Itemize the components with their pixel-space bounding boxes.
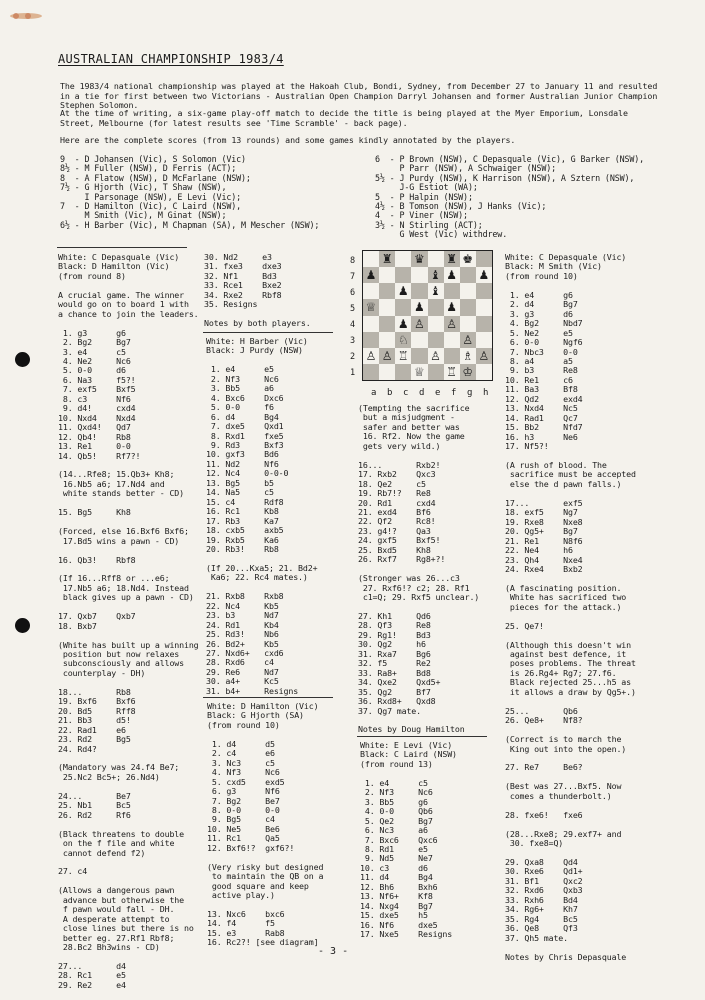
board-square-a4 <box>363 316 379 332</box>
board-square-a5: ♕ <box>363 299 379 315</box>
board-square-f6 <box>444 283 460 299</box>
board-square-g2: ♗ <box>460 348 476 364</box>
file-label: d <box>419 388 425 398</box>
binder-hole <box>15 618 30 633</box>
corner-mark-stamp <box>6 10 46 22</box>
file-label: g <box>467 388 473 398</box>
board-square-f4: ♙ <box>444 316 460 332</box>
board-square-h2: ♙ <box>476 348 492 364</box>
binder-hole <box>15 352 30 367</box>
board-square-b1 <box>379 364 395 380</box>
board-square-e2: ♙ <box>428 348 444 364</box>
board-square-h8 <box>476 251 492 267</box>
board-square-b5 <box>379 299 395 315</box>
board-square-d1: ♕ <box>411 364 427 380</box>
game-depasquale-hamilton: White: C Depasquale (Vic) Black: D Hamilton (Vic) (from round 8) A crucial game. The winner would go on to board 1 with a chance to join the leaders. 1. g3 g6 2. Bg2 Bg7 3. e4 c5 4. Ne2 Nc6 5. 0-0 d6 6. Na3 f5?! 7. exf5 Bxf5 8. c3 Nf6 9. d4! cxd4 10. Nxd4 Nxd4 11. Qxd4! Qd7 12. Qb4! Rb8 13. Re1 0-0 14. Qb5! Rf7?! (14...Rfe8; 15.Qb3+ Kh8; 16.Nb5 a6; 17.Nd4 and white stands better - CD) 15. Bg5 Kh8 (Forced, else 16.Bxf6 Bxf6; 17.Bd5 wins a pawn - CD) 16. Qb3! Rbf8 (If 16...Rff8 or ...e6; 17.Nb5 a6; 18.Nd4. Instead black gives up a pawn - CD) 17. Qxb7 Qxb7 18. Bxb7 (White has built up a winning position but now relaxes subconsciously and allows counterplay - DH) 18... Rb8 19. Bxf6 Bxf6 20. Bd5 Rff8 21. Bb3 d5! 22. Rad1 e6 23. Rd2 Bg5 24. Rd4? (Mandatory was 24.f4 Be7; 25.Nc2 Bc5+; 26.Nd4) 24... Be7 25. Nb1 Bc5 26. Rd2 Rf6 (Black threatens to double on the f file and white cannot defend f2) 27. c4 (Allows a dangerous pawn advance but otherwise the f pawn would fall - DH. A desperate attempt to close lines but there is no better eg. 27.Rf1 Rbf8; 28.Bc2 Bh3wins - CD) 27... d4 28. Rc1 e5 29. Re2 e4 <box>58 252 199 990</box>
scores-list-right: 6 - P Brown (NSW), C Depasquale (Vic), G Barker (NSW), P Parr (NSW), A Schwaiger (NSW); 5½ - J Purdy (NSW), K Harrison (NSW), A Sztern (NSW), J-G Estiot (WA); 5 - P Halpin (NSW); 4½ - B Tomson (NSW), J Hanks (Vic); 4 - P Viner (NSW); 3½ - N Stirling (ACT); G West (Vic) withdrew. <box>375 154 645 240</box>
board-square-f7: ♟ <box>444 267 460 283</box>
game-hamilton-hjorth: White: D Hamilton (Vic) Black: G Hjorth (SA) (from round 10) 1. d4 d5 2. c4 e6 3. Nc3 c5 4. Nf3 Nc6 5. cxd5 exd5 6. g3 Nf6 7. Bg2 Be7 8. 0-0 0-0 9. Bg5 c4 10. Ne5 Be6 11. Rc1 Qa5 12. Bxf6!? gxf6?! (Very risky but designed to maintain the QB on a good square and keep active play.) 13. Nxc6 bxc6 14. f4 f5 15. e3 Rab8 16. Rc2?! [see diagram] <box>207 701 324 948</box>
rank-label: 5 <box>350 304 356 314</box>
divider-line <box>203 697 333 698</box>
board-square-g5 <box>460 299 476 315</box>
board-square-d7 <box>411 267 427 283</box>
rank-label: 6 <box>350 288 356 298</box>
file-label: c <box>403 388 409 398</box>
scores-list-left: 9 - D Johansen (Vic), S Solomon (Vic) 8½ - M Fuller (NSW), D Ferris (ACT); 8 - A Flatow (NSW), D McFarlane (NSW); 7½ - G Hjorth (Vic), T Shaw (NSW), I Parsonage (NSW), E Levi (Vic); 7 - D Hamilton (Vic), C Laird (NSW), M Smith (Vic), M Ginat (NSW); 6½ - H Barber (Vic), M Chapman (SA), M Mescher (NSW); <box>60 154 320 230</box>
board-square-g3: ♙ <box>460 332 476 348</box>
board-square-c6: ♟ <box>395 283 411 299</box>
board-square-h6 <box>476 283 492 299</box>
game-levi-laird: White: E Levi (Vic) Black: C Laird (NSW) (from round 13) 1. e4 c5 2. Nf3 Nc6 3. Bb5 g6 4. 0-0 Qb6 5. Qe2 Bg7 6. Nc3 a6 7. Bxc6 Qxc6 8. Rd1 e5 9. Nd5 Ne7 10. c3 d6 11. d4 Bg4 12. Bh6 Bxh6 13. Nf6+ Kf8 14. Nxg4 Bg7 15. dxe5 h5 16. Nf6 dxe5 17. Nxe5 Resigns <box>360 740 457 940</box>
board-square-d2 <box>411 348 427 364</box>
page-title: AUSTRALIAN CHAMPIONSHIP 1983/4 <box>58 52 284 66</box>
intro-paragraph-2: At the time of writing, a six-game play-off match to decide the title is being played at the Myer Emporium, Lonsdale Street, Melbourne (for latest results see 'Time Scramble' - back page). <box>60 108 628 128</box>
board-square-g8: ♚ <box>460 251 476 267</box>
board-square-g1: ♔ <box>460 364 476 380</box>
divider-line <box>57 247 187 248</box>
board-square-g4 <box>460 316 476 332</box>
board-square-c8 <box>395 251 411 267</box>
board-square-e4 <box>428 316 444 332</box>
rank-label: 1 <box>350 368 356 378</box>
board-square-b8: ♜ <box>379 251 395 267</box>
board-square-h5 <box>476 299 492 315</box>
rank-label: 3 <box>350 336 356 346</box>
board-square-d4: ♙ <box>411 316 427 332</box>
board-square-a3 <box>363 332 379 348</box>
board-square-d5: ♟ <box>411 299 427 315</box>
rank-label: 4 <box>350 320 356 330</box>
file-label: b <box>387 388 393 398</box>
board-square-d6 <box>411 283 427 299</box>
board-square-h1 <box>476 364 492 380</box>
board-square-h7: ♟ <box>476 267 492 283</box>
board-square-d3 <box>411 332 427 348</box>
board-square-b3 <box>379 332 395 348</box>
rank-label: 2 <box>350 352 356 362</box>
board-square-f2 <box>444 348 460 364</box>
board-square-g6 <box>460 283 476 299</box>
board-square-e1 <box>428 364 444 380</box>
board-square-e7: ♝ <box>428 267 444 283</box>
board-square-c1 <box>395 364 411 380</box>
page-number: - 3 - <box>318 946 349 957</box>
board-square-b6 <box>379 283 395 299</box>
intro-paragraph-3: Here are the complete scores (from 13 rounds) and some games kindly annotated by the players. <box>60 135 516 145</box>
board-square-a7: ♟ <box>363 267 379 283</box>
board-square-c3: ♘ <box>395 332 411 348</box>
board-square-b4 <box>379 316 395 332</box>
board-square-c4: ♟ <box>395 316 411 332</box>
board-square-h4 <box>476 316 492 332</box>
board-square-g7 <box>460 267 476 283</box>
rank-label: 7 <box>350 272 356 282</box>
board-square-c7 <box>395 267 411 283</box>
game-continuation: 30. Nd2 e3 31. fxe3 dxe3 32. Nf1 Bd3 33. Rce1 Bxe2 34. Rxe2 Rbf8 35. Resigns Notes by both players. <box>204 252 311 329</box>
board-square-f8: ♜ <box>444 251 460 267</box>
board-square-f3 <box>444 332 460 348</box>
intro-paragraph-1: The 1983/4 national championship was played at the Hakoah Club, Bondi, Sydney, from December 27 to January 11 and resulted in a tie for first between two Victorians - Australian Open Champion Darryl Johansen and former Australian Junior Champion Stephen Solomon. <box>60 81 658 111</box>
board-square-a2: ♙ <box>363 348 379 364</box>
file-label: e <box>435 388 441 398</box>
board-square-a1 <box>363 364 379 380</box>
board-square-f1: ♖ <box>444 364 460 380</box>
board-square-c2: ♖ <box>395 348 411 364</box>
board-square-e3 <box>428 332 444 348</box>
board-square-b7 <box>379 267 395 283</box>
game-barber-purdy: White: H Barber (Vic) Black: J Purdy (NSW) 1. e4 e5 2. Nf3 Nc6 3. Bb5 a6 4. Bxc6 Dxc6 5. 0-0 f6 6. d4 Bg4 7. dxe5 Qxd1 8. Rxd1 fxe5 9. Rd3 Bxf3 10. gxf3 Bd6 11. Nd2 Nf6 12. Nc4 0-0-0 13. Bg5 b5 14. Na5 c5 15. c4 Rdf8 16. Rc1 Kb8 17. Rb3 Ka7 18. cxb5 axb5 19. Rxb5 Ka6 20. Rb3! Rb8 (If 20...Kxa5; 21. Bd2+ Ka6; 22. Rc4 mates.) 21. Rxb8 Rxb8 22. Nc4 Kb5 23. b3 Nd7 24. Rd1 Kb4 25. Rd3! Nb6 26. Bd2+ Kb5 27. Nxd6+ cxd6 28. Rxd6 c4 29. Re6 Nd7 30. a4+ Kc5 31. b4+ Resigns <box>206 336 318 696</box>
file-label: f <box>451 388 457 398</box>
board-square-d8: ♛ <box>411 251 427 267</box>
board-square-e5 <box>428 299 444 315</box>
divider-line <box>357 736 487 737</box>
board-square-a6 <box>363 283 379 299</box>
file-label: a <box>371 388 377 398</box>
rank-label: 8 <box>350 256 356 266</box>
board-square-b2: ♙ <box>379 348 395 364</box>
board-square-f5: ♟ <box>444 299 460 315</box>
game-depasquale-smith: White: C Depasquale (Vic) Black: M Smith (Vic) (from round 10) 1. e4 g6 2. d4 Bg7 3. g3 d6 4. Bg2 Nbd7 5. Ne2 e5 6. 0-0 Ngf6 7. Nbc3 0-0 8. a4 a5 9. b3 Re8 10. Re1 c6 11. Ba3 Bf8 12. Qd2 exd4 13. Nxd4 Nc5 14. Rad1 Qc7 15. Bb2 Nfd7 16. h3 Ne6 17. Nf5?! (A rush of blood. The sacrifice must be accepted else the d pawn falls.) 17... exf5 18. exf5 Ng7 19. Rxe8 Nxe8 20. Qg5+ Bg7 21. Re1 N8f6 22. Ne4 h6 23. Qh4 Nxe4 24. Rxe4 Bxb2 (A fascinating position. White has sacrificed two pieces for the attack.) 25. Qe7! (Although this doesn't win against best defence, it poses problems. The threat is 26.Rg4+ Rg7; 27.f6. Black rejected 25...h5 as it allows a draw by Qg5+.) 25... Qb6 26. Qe8+ Nf8? (Correct is to march the King out into the open.) 27. Re7 Be6? (Best was 27...Bxf5. Now comes a thunderbolt.) 28. fxe6! fxe6 (28...Rxe8; 29.exf7+ and 30. fxe8=Q) 29. Qxa8 Qd4 30. Rxe6 Qd1+ 31. Bf1 Qxc2 32. Rxd6 Qxb3 33. Rxh6 Bd4 34. Rg6+ Kh7 35. Rg4 Bc5 36. Qe8 Qf3 37. Qh5 mate. Notes by Chris Depasquale <box>505 252 636 962</box>
board-square-e6: ♝ <box>428 283 444 299</box>
file-label: h <box>483 388 489 398</box>
chess-diagram-board <box>362 250 493 381</box>
board-square-a8 <box>363 251 379 267</box>
game-hamilton-hjorth-continued: (Tempting the sacrifice but a misjudgment - safer and better was 16. Rf2. Now the game gets very wild.) 16... Rxb2! 17. Rxb2 Qxc3 18. Qe2 c5 19. Rb7!? Re8 20. Rd1 cxd4 21. exd4 Bf6 22. Qf2 Rc8! 23. g4!? Qa3 24. gxf5 Bxf5! 25. Bxd5 Kh8 26. Rxf7 Rg8+?! (Stronger was 26...c3 27. Rxf6!? c2; 28. Rf1 c1=Q; 29. Rxf5 unclear.) 27. Kh1 Qd6 28. Qf3 Re8 29. Rg1! Bd3 30. Qg2 h6 31. Rxa7 Bg6 32. f5 Re2 33. Ra8+ Bd8 34. Qxe2 Qxd5+ 35. Qg2 Bf7 36. Rxd8+ Qxd8 37. Qg7 mate. Notes by Doug Hamilton <box>358 403 480 735</box>
board-square-c5 <box>395 299 411 315</box>
divider-line <box>203 332 333 333</box>
board-square-e8 <box>428 251 444 267</box>
board-square-h3 <box>476 332 492 348</box>
